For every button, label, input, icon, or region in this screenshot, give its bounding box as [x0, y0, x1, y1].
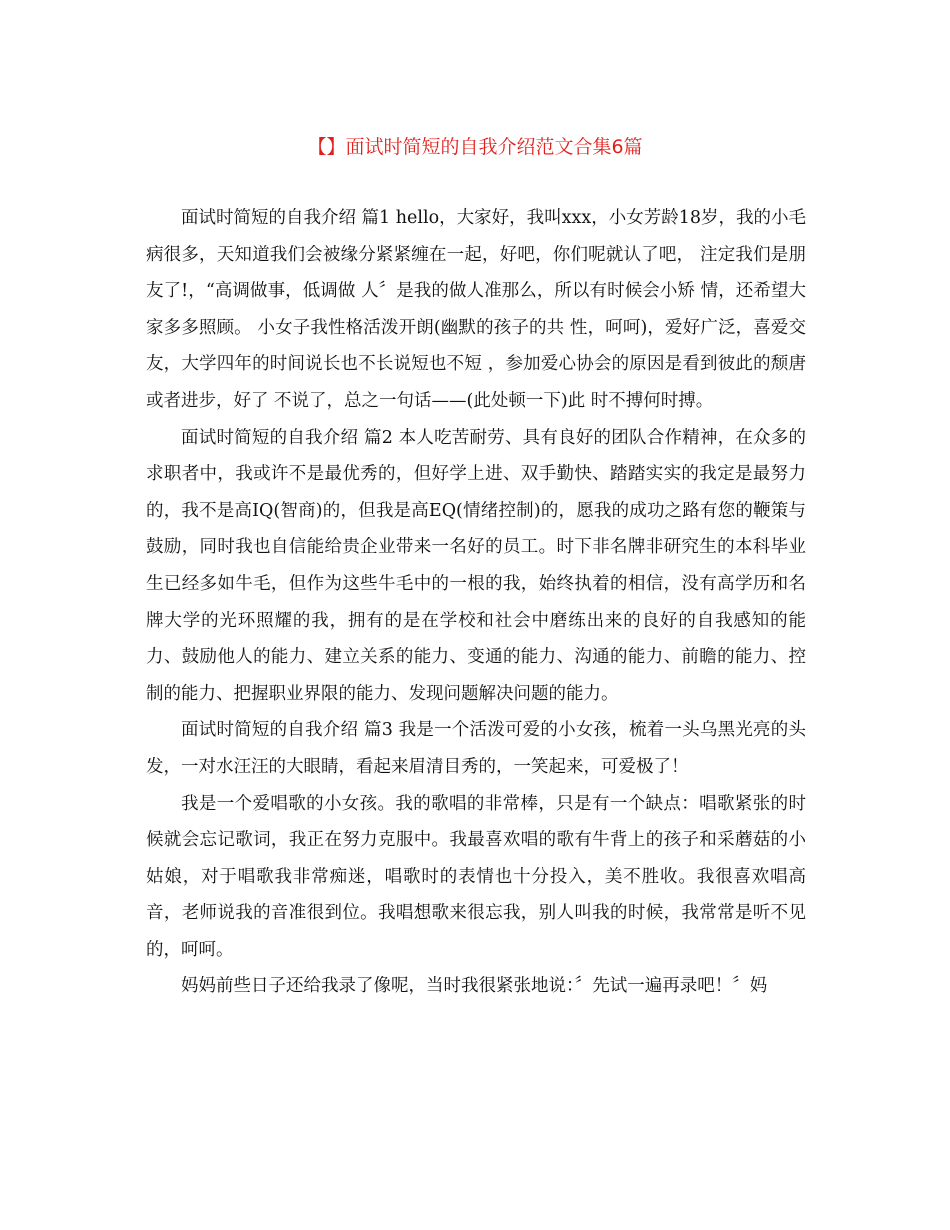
document-title: 【】面试时简短的自我介绍范文合集6篇 [307, 136, 643, 158]
paragraph-intro-3: 面试时简短的自我介绍 篇3 我是一个活泼可爱的小女孩，梳着一头乌黑光亮的头发，一对水汪汪的大眼睛，看起来眉清目秀的，一笑起来，可爱极了！ [146, 720, 806, 777]
paragraph-intro-2: 面试时简短的自我介绍 篇2 本人吃苦耐劳、具有良好的团队合作精神，在众多的求职者中，我或许不是最优秀的，但好学上进、双手勤快、踏踏实实的我定是最努力的，我不是高IQ(智商)的，但我是高EQ(情绪控制)的，愿我的成功之路有您的鞭策与鼓励，同时我也自信能给贵企业带来一名好的员工。时下非名牌非研究生的本科毕业生已经多如牛毛，但作为这些牛毛中的一根的我，始终执着的相信，没有高学历和名牌大学的光环照耀的我，拥有的是在学校和社会中磨练出来的良好的自我感知的能力、鼓励他人的能力、建立关系的能力、变通的能力、沟通的能力、前瞻的能力、控制的能力、把握职业界限的能力、发现问题解决问题的能力。 [146, 427, 806, 704]
paragraph-intro-1: 面试时简短的自我介绍 篇1 hello，大家好，我叫xxx，小女芳龄18岁，我的小毛病很多，天知道我们会被缘分紧紧缠在一起，好吧，你们呢就认了吧， 注定我们是朋友了!，“高调做事，低调做 人〞是我的做人准那么，所以有时候会小矫 情，还希望大家多多照顾。 小女子我性格活泼开朗(幽默的孩子的共 性，呵呵)，爱好广泛，喜爱交友，大学四年的时间说长也不长说短也不短 ，参加爱心协会的原因是看到彼此的颓唐或者进步，好了 不说了，总之一句话——(此处顿一下)此 时不搏何时搏。 [146, 208, 806, 411]
paragraph-recording: 妈妈前些日子还给我录了像呢，当时我很紧张地说：〞先试一遍再录吧！〞妈 [181, 976, 768, 997]
paragraph-singing: 我是一个爱唱歌的小女孩。我的歌唱的非常棒，只是有一个缺点：唱歌紧张的时候就会忘记歌词，我正在努力克服中。我最喜欢唱的歌有牛背上的孩子和采蘑菇的小姑娘，对于唱歌我非常痴迷，唱歌时的表情也十分投入，美不胜收。我很喜欢唱高音，老师说我的音准很到位。我唱想歌来很忘我，别人叫我的时候，我常常是听不见的，呵呵。 [146, 793, 806, 960]
document-body [146, 200, 806, 1005]
